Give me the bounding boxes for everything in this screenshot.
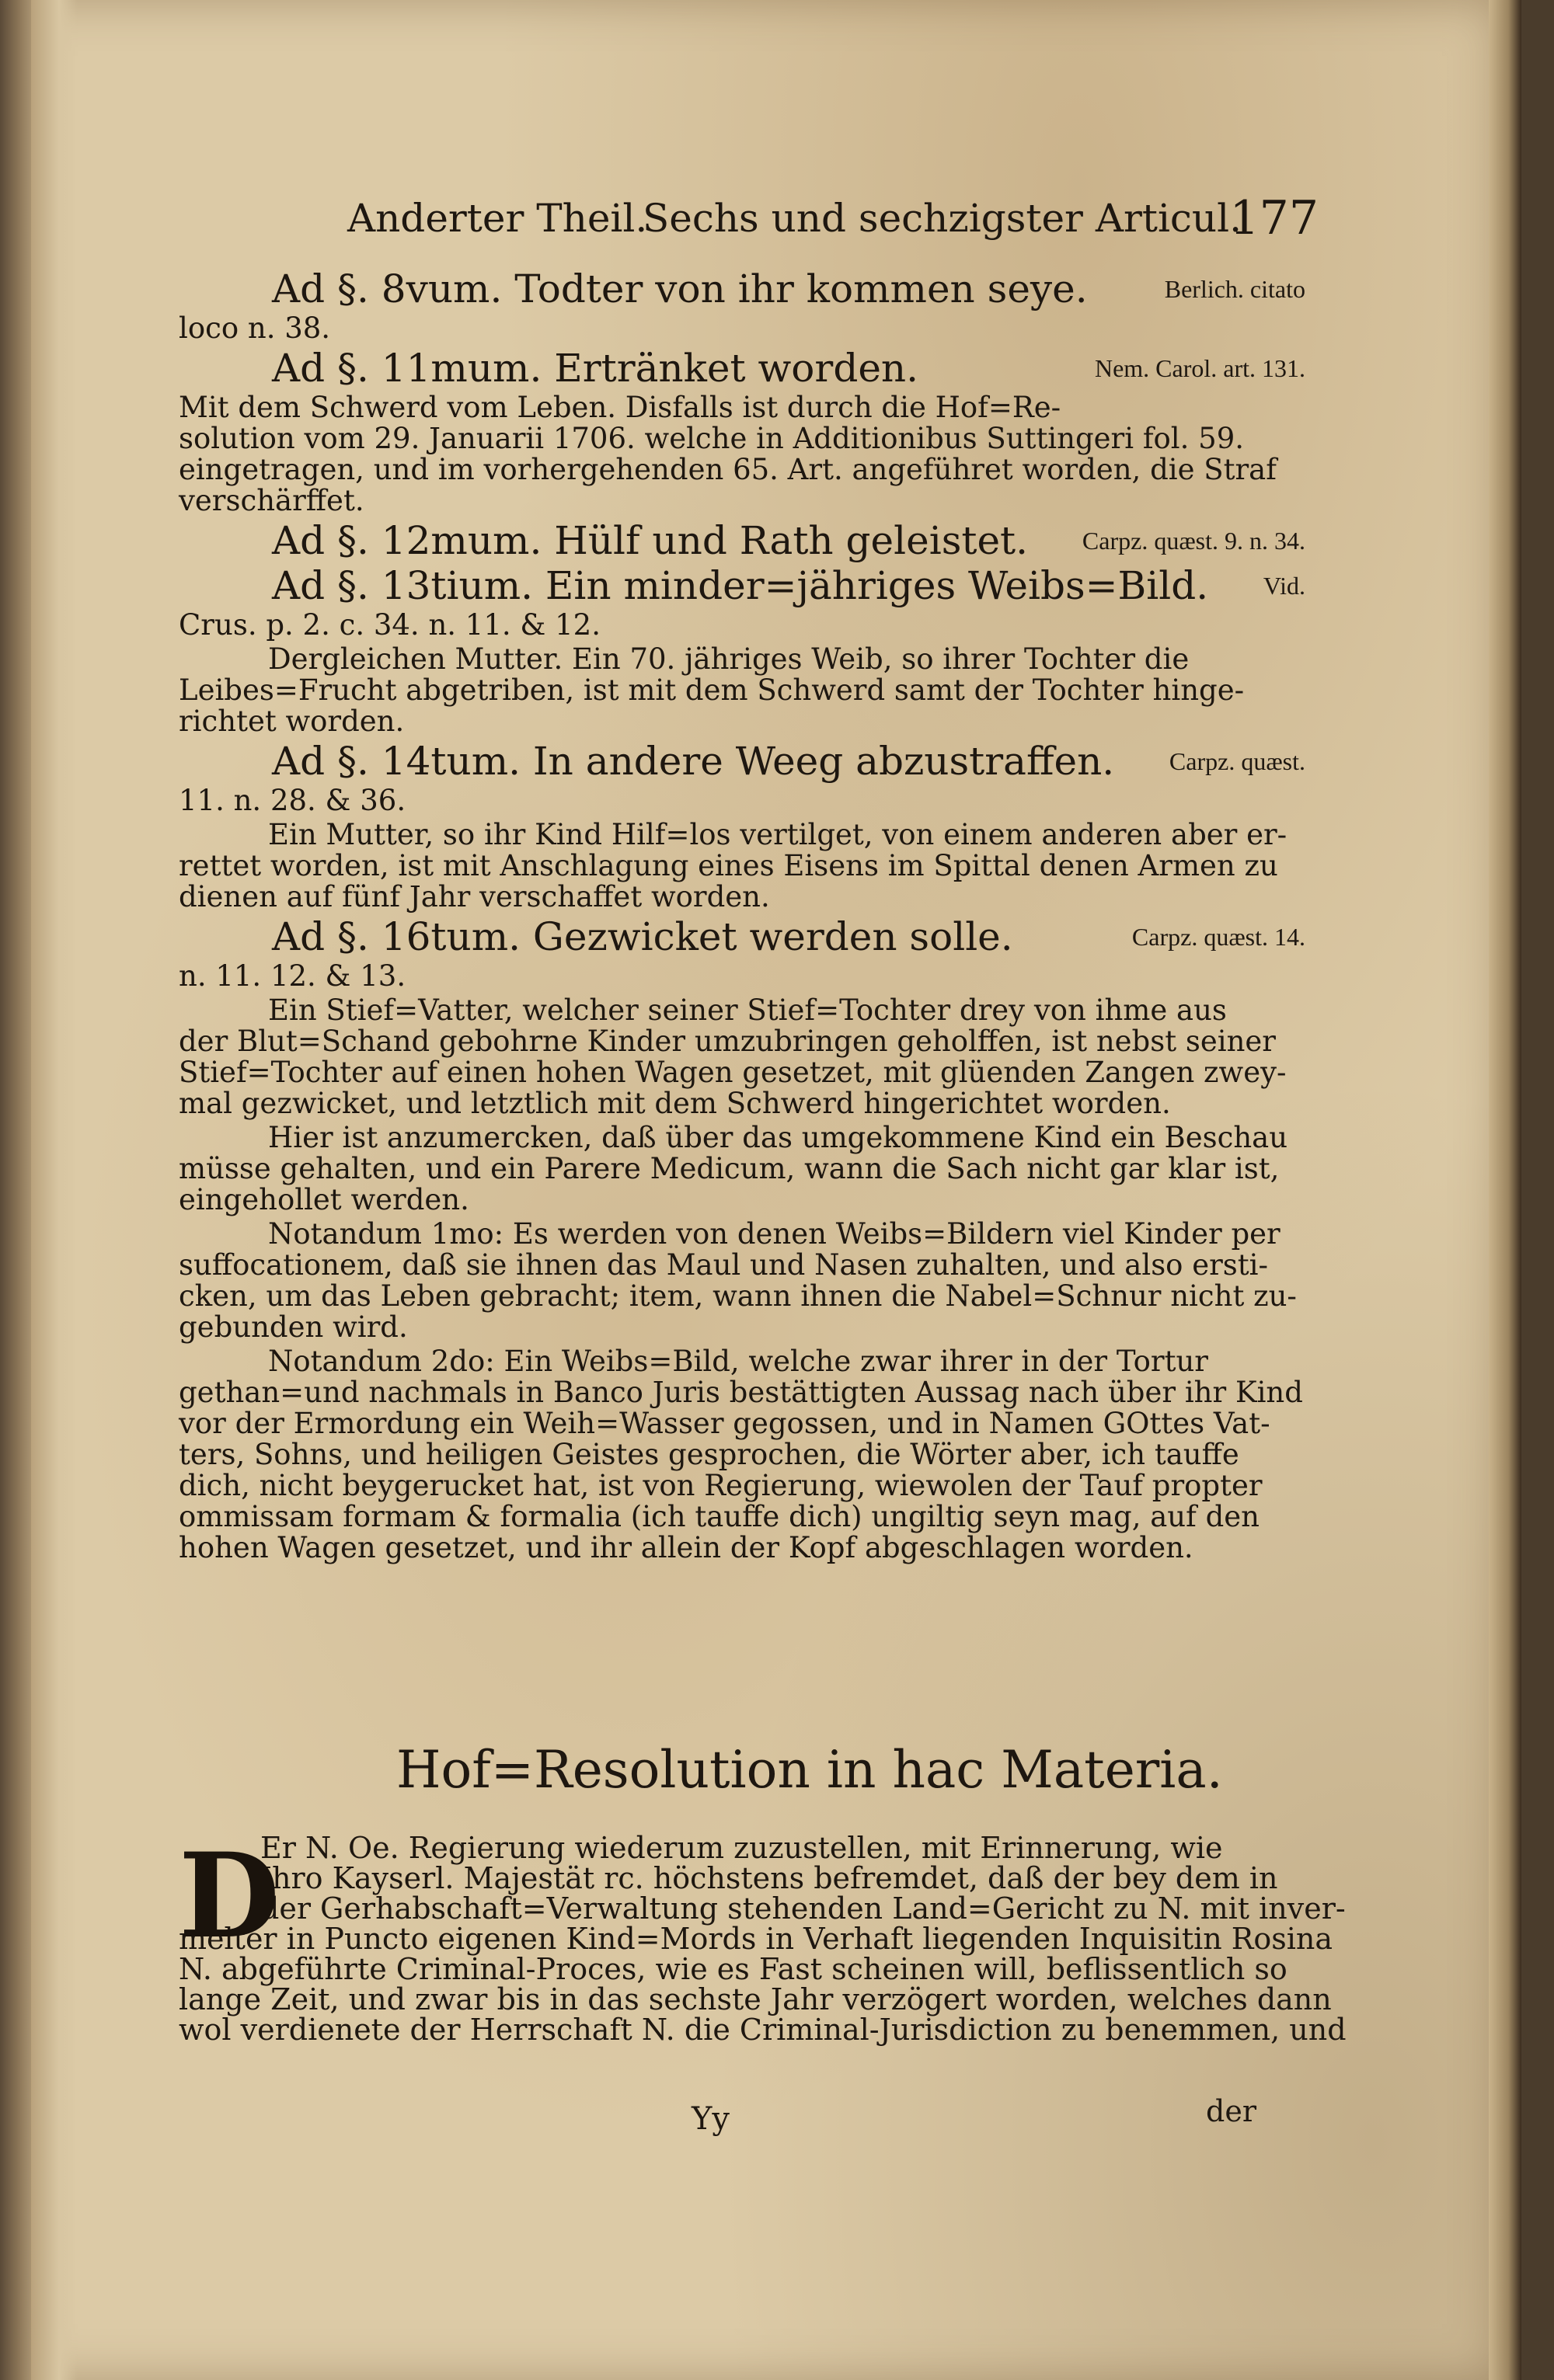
text-line: suffocationem, daß sie ihnen das Maul und Nasen zuhalten, und also ersti- <box>179 1248 1268 1282</box>
running-header <box>347 191 1319 245</box>
resolution-line: lange Zeit, und zwar bis in das sechste Jahr verzögert worden, welches dann <box>179 1982 1332 2016</box>
ad-line <box>179 268 1305 310</box>
citation: Carpz. quæst. 9. n. 34. <box>1082 527 1305 555</box>
resolution-line: N. abgeführte Criminal-Proces, wie es Fast scheinen will, beflissentlich so <box>179 1952 1287 1986</box>
text-line: vor der Ermordung ein Weih=Wasser gegossen, und in Namen GOttes Vat- <box>179 1407 1270 1440</box>
book-gutter <box>31 0 78 2380</box>
paragraph-cont <box>179 961 1305 992</box>
text-line: rettet worden, ist mit Anschlagung eines Eisens im Spittal denen Armen zu <box>179 849 1278 882</box>
text-line: solution vom 29. Januarii 1706. welche in Additionibus Suttingeri fol. 59. <box>179 422 1245 455</box>
paragraph-text <box>179 1122 1305 1216</box>
citation: Carpz. quæst. <box>1169 747 1305 775</box>
signature-mark: Yy <box>692 2101 730 2137</box>
text-line: eingetragen, und im vorhergehenden 65. Art. angeführet worden, die Straf <box>179 453 1277 486</box>
text-line: Ein Stief=Vatter, welcher seiner Stief=Tochter drey von ihme aus <box>268 993 1227 1027</box>
header-article: Sechs und sechzigster Articul. <box>643 196 1242 241</box>
resolution-line: Er N. Oe. Regierung wiederum zuzustellen, mit Erinnerung, wie <box>260 1831 1223 1865</box>
paragraph-text <box>179 819 1305 913</box>
page-edge <box>1489 0 1521 2380</box>
catchword: der <box>1206 2094 1256 2128</box>
drop-cap: D <box>179 1828 280 1964</box>
text-line: Hier ist anzumercken, daß über das umgekommene Kind ein Beschau <box>268 1121 1288 1154</box>
text-line: Ein Mutter, so ihr Kind Hilf=los vertilget, von einem anderen aber er- <box>268 818 1287 851</box>
text-line: loco n. 38. <box>179 311 331 345</box>
text-line: Stief=Tochter auf einen hohen Wagen gesetzet, mit glüenden Zangen zwey- <box>179 1056 1287 1089</box>
main-text <box>179 268 1305 1567</box>
resolution-line: der Gerhabschaft=Verwaltung stehenden Land=Gericht zu N. mit inver- <box>260 1891 1346 1926</box>
paragraph-cont <box>179 785 1305 816</box>
paragraph-cont <box>179 313 1305 344</box>
section-heading: Hof=Resolution in hac Materia. <box>396 1740 1223 1800</box>
text-line: ommissam formam & formalia (ich tauffe dich) ungiltig seyn mag, auf den <box>179 1500 1260 1533</box>
text-line: richtet worden. <box>179 705 405 738</box>
paragraph-ad <box>179 740 1305 782</box>
paragraph-ad <box>179 268 1305 310</box>
text-line: cken, um das Leben gebracht; item, wann ihnen die Nabel=Schnur nicht zu- <box>179 1279 1297 1313</box>
ad-line <box>179 520 1305 562</box>
text-line: eingehollet werden. <box>179 1183 469 1216</box>
paragraph-ad <box>179 916 1305 958</box>
resolution-line: Ihro Kayserl. Majestät rc. höchstens befremdet, daß der bey dem in <box>260 1861 1278 1895</box>
ad-heading: Ad §. 16tum. Gezwicket werden solle. <box>272 914 1013 959</box>
ad-heading: Ad §. 11mum. Ertränket worden. <box>272 346 919 391</box>
ad-heading: Ad §. 8vum. Todter von ihr kommen seye. <box>272 266 1088 311</box>
text-line: Crus. p. 2. c. 34. n. 11. & 12. <box>179 608 601 642</box>
paragraph-text <box>179 1346 1305 1564</box>
paragraph-text <box>179 1219 1305 1343</box>
text-line: 11. n. 28. & 36. <box>179 784 406 817</box>
paragraph-text <box>179 392 1305 517</box>
text-line: Notandum 1mo: Es werden von denen Weibs=Bildern viel Kinder per <box>268 1217 1280 1251</box>
ad-line <box>179 565 1305 607</box>
citation: Berlich. citato <box>1164 275 1305 303</box>
resolution-text <box>179 1828 1347 2047</box>
header-part: Anderter Theil. <box>347 196 648 241</box>
text-line: mal gezwicket, und letztlich mit dem Schwerd hingerichtet worden. <box>179 1087 1171 1120</box>
text-line: gethan=und nachmals in Banco Juris bestättigten Aussag nach über ihr Kind <box>179 1376 1303 1409</box>
text-line: n. 11. 12. & 13. <box>179 959 406 993</box>
text-line: Leibes=Frucht abgetriben, ist mit dem Schwerd samt der Tochter hinge- <box>179 673 1245 707</box>
paragraph-text <box>179 995 1305 1119</box>
citation: Carpz. quæst. 14. <box>1131 923 1305 951</box>
ad-heading: Ad §. 14tum. In andere Weeg abzustraffen. <box>272 739 1115 784</box>
text-line: dich, nicht beygerucket hat, ist von Regierung, wiewolen der Tauf propter <box>179 1469 1263 1502</box>
ad-line <box>179 347 1305 389</box>
resolution-line: melter in Puncto eigenen Kind=Mords in Verhaft liegenden Inquisitin Rosina <box>179 1922 1333 1956</box>
resolution-line: wol verdienete der Herrschaft N. die Criminal-Jurisdiction zu benemmen, und <box>179 2013 1347 2047</box>
paragraph-ad <box>179 347 1305 389</box>
text-line: Mit dem Schwerd vom Leben. Disfalls ist durch die Hof=Re- <box>179 391 1061 424</box>
text-line: hohen Wagen gesetzet, und ihr allein der Kopf abgeschlagen worden. <box>179 1531 1193 1564</box>
paragraph-ad <box>179 520 1305 562</box>
text-line: müsse gehalten, und ein Parere Medicum, wann die Sach nicht gar klar ist, <box>179 1152 1280 1185</box>
paragraph-cont <box>179 610 1305 641</box>
paragraph-text <box>179 644 1305 737</box>
ad-heading: Ad §. 13tium. Ein minder=jähriges Weibs=Bild. <box>272 563 1209 608</box>
ad-line <box>179 740 1305 782</box>
ad-heading: Ad §. 12mum. Hülf und Rath geleistet. <box>272 518 1029 563</box>
text-line: gebunden wird. <box>179 1310 408 1344</box>
text-line: dienen auf fünf Jahr verschaffet worden. <box>179 880 770 913</box>
page-number: 177 <box>1229 191 1319 245</box>
text-line: der Blut=Schand gebohrne Kinder umzubringen geholffen, ist nebst seiner <box>179 1025 1276 1058</box>
text-line: ters, Sohns, und heiligen Geistes gesprochen, die Wörter aber, ich tauffe <box>179 1438 1239 1471</box>
text-line: Dergleichen Mutter. Ein 70. jähriges Weib, so ihrer Tochter die <box>268 642 1190 676</box>
text-line: Notandum 2do: Ein Weibs=Bild, welche zwar ihrer in der Tortur <box>268 1345 1208 1378</box>
citation: Nem. Carol. art. 131. <box>1094 354 1305 382</box>
ad-line <box>179 916 1305 958</box>
text-line: verschärffet. <box>179 484 364 517</box>
paragraph-ad <box>179 565 1305 607</box>
citation: Vid. <box>1263 572 1305 600</box>
